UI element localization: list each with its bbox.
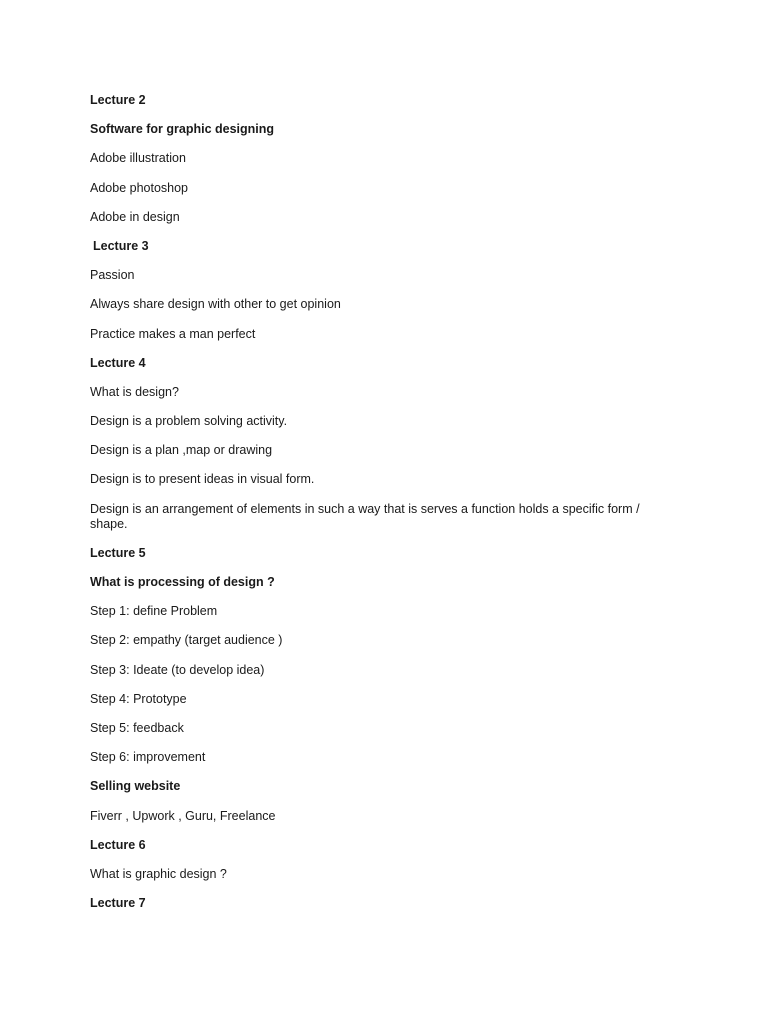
text-line: Adobe illustration bbox=[90, 151, 186, 166]
text-line: Adobe in design bbox=[90, 209, 180, 224]
text-line: Fiverr , Upwork , Guru, Freelance bbox=[90, 808, 276, 823]
text-line: Practice makes a man perfect bbox=[90, 326, 256, 341]
step-line: Step 1: define Problem bbox=[90, 604, 218, 619]
step-line: Step 6: improvement bbox=[90, 750, 206, 765]
text-line: What is graphic design ? bbox=[90, 866, 227, 881]
step-line: Step 5: feedback bbox=[90, 720, 184, 735]
text-line: Design is a problem solving activity. bbox=[90, 414, 288, 429]
step-line: Step 3: Ideate (to develop idea) bbox=[90, 662, 265, 677]
heading-processing: What is processing of design ? bbox=[90, 575, 275, 589]
heading-lecture-5: Lecture 5 bbox=[90, 545, 146, 560]
text-paragraph: Design is an arrangement of elements in such a way that is serves a function holds a specific form / shape. bbox=[90, 501, 640, 531]
heading-lecture-6: Lecture 6 bbox=[90, 837, 146, 852]
step-line: Step 4: Prototype bbox=[90, 691, 187, 706]
heading-lecture-4: Lecture 4 bbox=[90, 355, 146, 370]
text-line: Always share design with other to get opinion bbox=[90, 297, 341, 312]
heading-selling-website: Selling website bbox=[90, 779, 181, 794]
text-line: Design is to present ideas in visual form. bbox=[90, 472, 315, 487]
text-line: Adobe photoshop bbox=[90, 180, 189, 195]
heading-lecture-7: Lecture 7 bbox=[90, 896, 146, 911]
text-line: Design is a plan ,map or drawing bbox=[90, 443, 273, 458]
heading-software: Software for graphic designing bbox=[90, 122, 275, 137]
step-line: Step 2: empathy (target audience ) bbox=[90, 633, 283, 648]
document-body bbox=[90, 93, 670, 925]
text-line: What is design? bbox=[90, 384, 179, 399]
text-line: Passion bbox=[90, 268, 135, 283]
heading-lecture-2: Lecture 2 bbox=[90, 93, 146, 107]
heading-lecture-3: Lecture 3 bbox=[93, 238, 149, 253]
